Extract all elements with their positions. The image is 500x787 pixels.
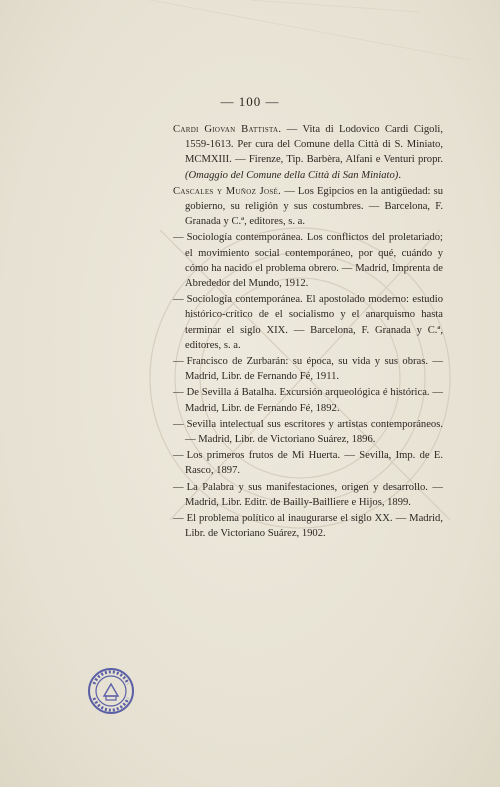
entry-author: Cascales y Muñoz José. (173, 185, 282, 197)
entry-tail: . (398, 169, 401, 181)
entry-text: De Sevilla á Batalha. Excursión arqueológica é histórica. — Madrid, Libr. de Fernando Fé, 1892. (185, 387, 443, 414)
bibliography-entry (173, 511, 443, 541)
entry-text: — Vita di Lodovico Cardi Cigoli, 1559-1613. Per cura del Comune della Città di S. Miniato, MCMXIII. — Firenze, Tip. Barbèra, Alfani e Venturi propr. (185, 124, 443, 166)
entry-text: Sociología contemporánea. Los conflictos del proletariado; el movimiento social contemporáneo, por qué, cuándo y cómo ha nacido el problema obrero. — Madrid, Imprenta de Abrededor del Mundo, 1912. (185, 232, 443, 290)
bibliography-entry (173, 184, 443, 230)
entry-text: Francisco de Zurbarán: su época, su vida y sus obras. — Madrid, Libr. de Fernando Fé, 1911. (185, 356, 443, 383)
page-number: — 100 — (220, 94, 280, 109)
bibliography-entry (173, 480, 443, 510)
bibliography-list (173, 122, 443, 542)
entry-dash: — (173, 294, 184, 306)
entry-text: La Palabra y sus manifestaciones, origen y desarrollo. — Madrid, Libr. Editr. de Bailly-Bailliere e Hijos, 1899. (185, 481, 443, 508)
entry-dash: — (173, 418, 184, 430)
bibliography-entry (173, 230, 443, 291)
entry-text: Sevilla intelectual sus escritores y artistas contemporáneos. — Madrid, Libr. de Victoriano Suárez, 1896. (185, 418, 443, 446)
library-stamp-icon (86, 666, 136, 716)
bibliography-entry (173, 122, 443, 183)
entry-dash: — (173, 387, 184, 399)
entry-author: Cardi Giovan Battista. (173, 124, 282, 135)
bibliography-entry (173, 354, 443, 384)
entry-dash: — (173, 232, 184, 244)
entry-text: Los primeros frutos de Mi Huerta. — Sevilla, Imp. de E. Rasco, 1897. (185, 450, 443, 477)
entry-dash: — (173, 513, 184, 525)
bibliography-entry (173, 417, 443, 447)
entry-dash: — (173, 356, 184, 368)
entry-text: — Los Egipcios en la antigüedad: su gobierno, su religión y sus costumbres. — Barcelona, F. Granada y C.ª, editores, s. a. (185, 185, 443, 228)
entry-italic-note: (Omaggio del Comune della Città di San Miniato) (185, 169, 399, 181)
bibliography-entry (173, 448, 443, 478)
entry-text: Sociología contemporánea. El apostolado moderno: estudio histórico-crítico de el socialismo y el anarquismo hasta terminar el siglo XIX. — Barcelona, F. Granada y C.ª, editores, s. a. (185, 294, 443, 351)
entry-dash: — (173, 450, 184, 462)
bibliography-entry (173, 385, 443, 415)
entry-dash: — (173, 481, 184, 493)
bibliography-entry (173, 292, 443, 353)
entry-text: El problema político al inaugurarse el siglo XX. — Madrid, Libr. de Victoriano Suárez, 1902. (185, 513, 443, 540)
